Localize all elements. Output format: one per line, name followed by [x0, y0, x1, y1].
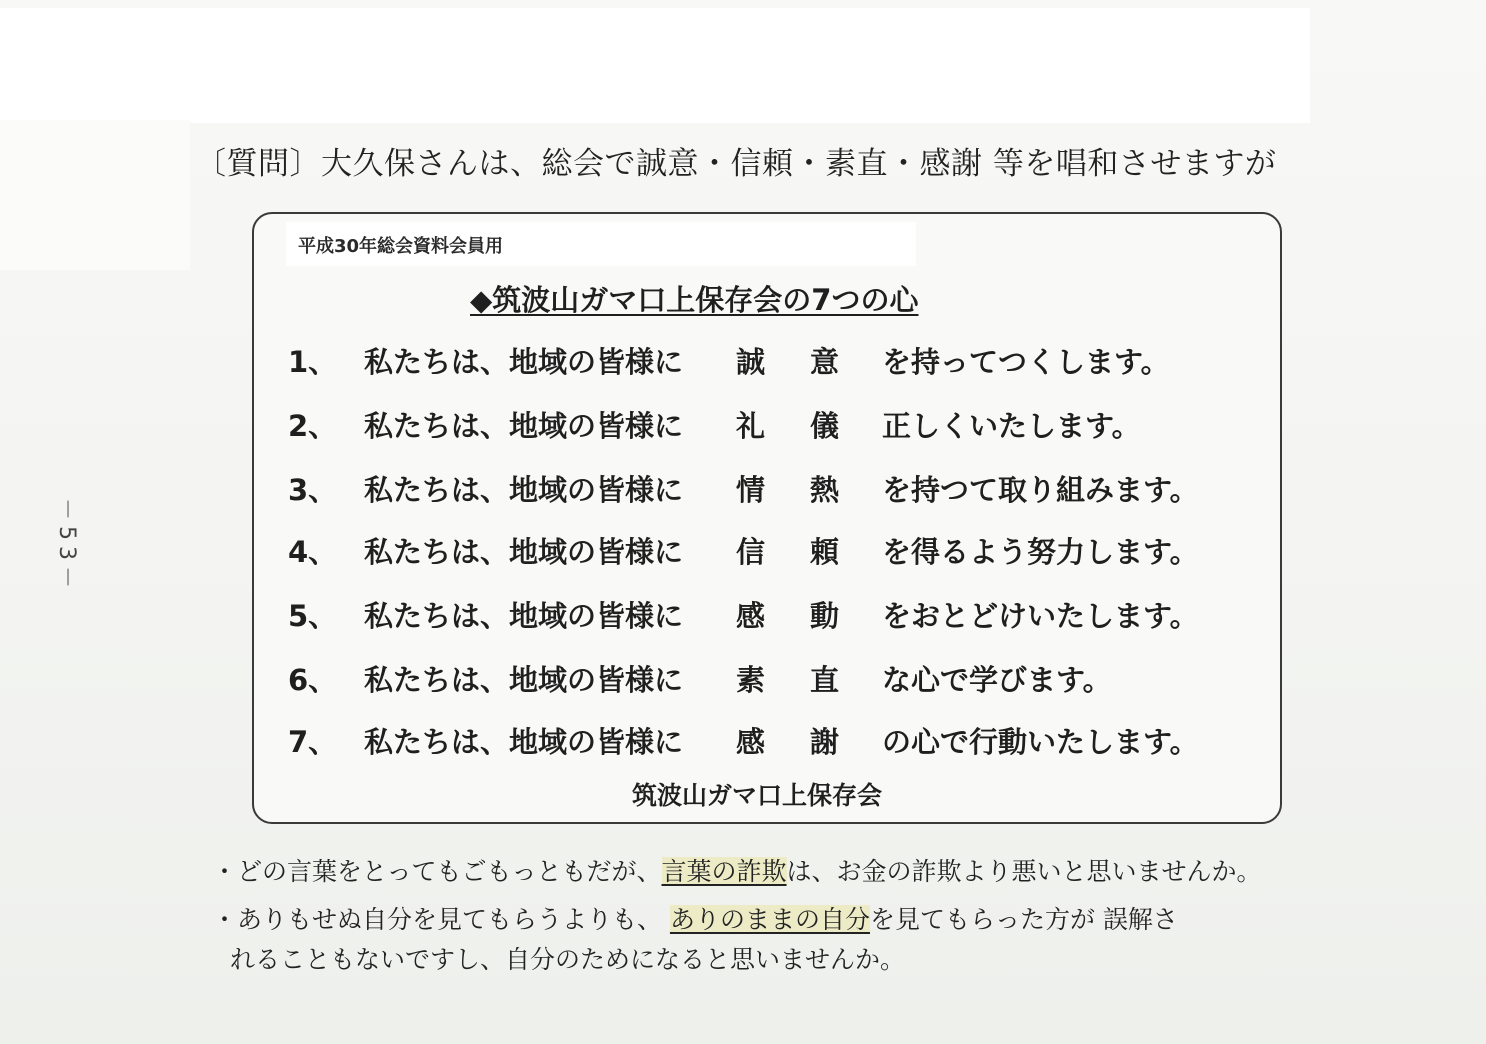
- item-keyword-2: 謝: [810, 725, 840, 759]
- item-rest: 正しくいたします。: [882, 409, 1141, 443]
- box-title: ◆筑波山ガマ口上保存会の7つの心: [470, 283, 919, 317]
- item-keyword-1: 素: [736, 663, 766, 697]
- highlighted-phrase: 言葉の詐欺: [661, 857, 787, 886]
- item-rest: の心で行動いたします。: [882, 725, 1199, 759]
- blank-area-top: [0, 8, 1310, 123]
- item-rest: を得るよう努力します。: [882, 535, 1199, 569]
- page-number: －53－: [54, 498, 79, 594]
- item-number: 1、: [288, 345, 338, 379]
- comment-text: は、お金の詐欺より悪いと思いませんか。: [786, 857, 1262, 886]
- item-keyword-1: 信: [736, 535, 766, 569]
- item-rest: を持つて取り組みます。: [882, 473, 1199, 507]
- comment-text: ・どの言葉をとってもごもっともだが、: [212, 857, 662, 886]
- item-keyword-2: 動: [810, 599, 840, 633]
- item-subject: 私たちは、地域の皆様に: [364, 345, 684, 379]
- item-number: 6、: [288, 663, 338, 697]
- item-subject: 私たちは、地域の皆様に: [364, 535, 684, 569]
- comment-line-3: れることもないですし、自分のためになると思いませんか。: [230, 945, 906, 974]
- item-number: 4、: [288, 535, 338, 569]
- item-number: 7、: [288, 725, 338, 759]
- item-rest: な心で学びます。: [882, 663, 1112, 697]
- item-keyword-2: 熱: [810, 473, 840, 507]
- item-keyword-2: 儀: [810, 409, 840, 443]
- item-rest: をおとどけいたします。: [882, 599, 1199, 633]
- item-keyword-1: 感: [736, 725, 766, 759]
- item-number: 5、: [288, 599, 338, 633]
- box-footer-organization: 筑波山ガマ口上保存会: [632, 781, 883, 810]
- comment-text: ・ありもせぬ自分を見てもらうよりも、: [212, 905, 670, 934]
- item-keyword-1: 礼: [736, 409, 766, 443]
- item-keyword-1: 感: [736, 599, 766, 633]
- item-keyword-1: 情: [736, 473, 766, 507]
- highlighted-phrase: ありのままの自分: [669, 905, 870, 934]
- question-heading: 〔質問〕大久保さんは、総会で誠意・信頼・素直・感謝 等を唱和させますが: [195, 146, 1277, 182]
- item-number: 2、: [288, 409, 338, 443]
- blank-area-left: [0, 120, 190, 270]
- comment-line-1: [212, 852, 1262, 888]
- item-keyword-2: 意: [810, 345, 840, 379]
- comment-line-2: [212, 900, 1178, 936]
- item-keyword-1: 誠: [736, 345, 766, 379]
- item-number: 3、: [288, 473, 338, 507]
- document-note: 平成30年総会資料会員用: [298, 236, 504, 257]
- item-keyword-2: 直: [810, 663, 840, 697]
- item-rest: を持ってつくします。: [882, 345, 1170, 379]
- item-subject: 私たちは、地域の皆様に: [364, 409, 684, 443]
- item-subject: 私たちは、地域の皆様に: [364, 663, 684, 697]
- item-subject: 私たちは、地域の皆様に: [364, 473, 684, 507]
- item-subject: 私たちは、地域の皆様に: [364, 599, 684, 633]
- item-keyword-2: 頼: [810, 535, 840, 569]
- item-subject: 私たちは、地域の皆様に: [364, 725, 684, 759]
- comment-text: を見てもらった方が 誤解さ: [869, 905, 1178, 934]
